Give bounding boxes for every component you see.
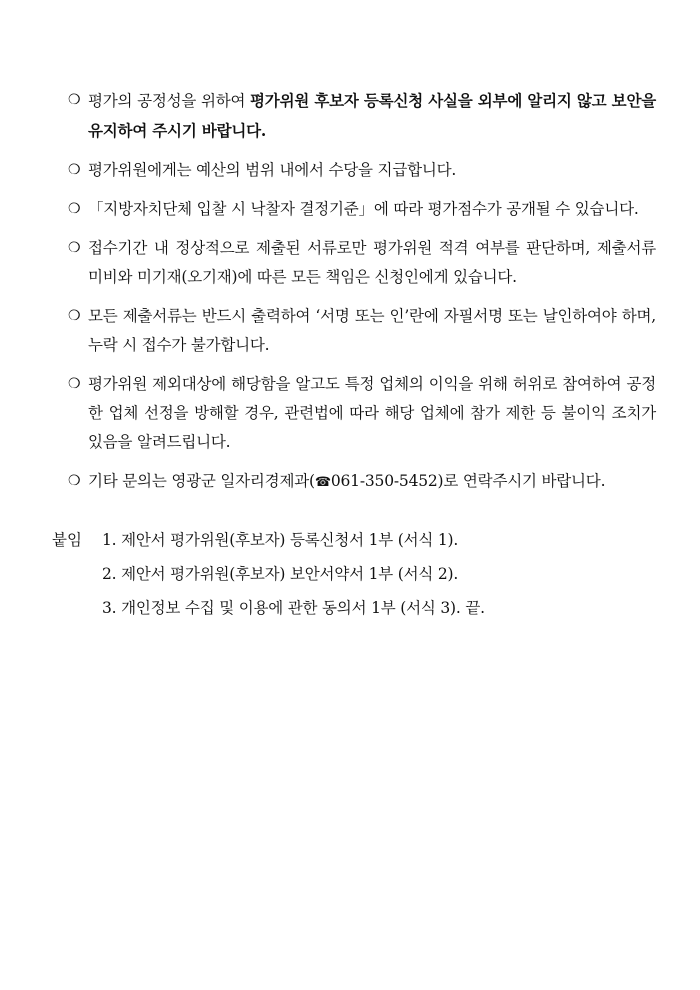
attachments-label-spacer xyxy=(52,559,102,589)
notice-item-penalty xyxy=(68,370,656,457)
attachment-row xyxy=(52,593,652,623)
circle-bullet-icon: ❍ xyxy=(68,92,81,108)
notice-item-score-disclosure xyxy=(68,195,656,224)
attachments-section xyxy=(52,525,652,627)
notice-item-allowance xyxy=(68,156,656,185)
notice-item-eligibility xyxy=(68,234,656,292)
contact-phone: 061-350-5452)로 연락주시기 바랍니다. xyxy=(330,472,606,490)
notice-text: 접수기간 내 정상적으로 제출된 서류로만 평가위원 적격 여부를 판단하며, 제출서류 미비와 미기재(오기재)에 따른 모든 책임은 신청인에게 있습니다. xyxy=(88,239,656,286)
circle-bullet-icon: ❍ xyxy=(68,376,81,392)
circle-bullet-icon: ❍ xyxy=(68,201,81,217)
attachment-row xyxy=(52,525,652,555)
attachment-item: 1. 제안서 평가위원(후보자) 등록신청서 1부 (서식 1). xyxy=(102,531,459,549)
circle-bullet-icon: ❍ xyxy=(68,162,81,178)
notice-emphasis: 평가위원 후보자 등록신청 사실을 외부에 알리지 않고 보안을 유지하여 주시기 바랍니다. xyxy=(88,91,656,140)
attachments-label: 붙임 xyxy=(52,531,82,549)
phone-icon: ☎ xyxy=(314,475,331,490)
circle-bullet-icon: ❍ xyxy=(68,240,81,256)
notice-item-confidentiality xyxy=(68,86,656,146)
notice-text: 「지방자치단체 입찰 시 낙찰자 결정기준」에 따라 평가점수가 공개될 수 있습니다. xyxy=(88,200,639,218)
notice-item-contact xyxy=(68,467,656,497)
attachments-label-spacer xyxy=(52,593,102,623)
notice-text: 평가의 공정성을 위하여 xyxy=(88,92,251,110)
notice-text: 모든 제출서류는 반드시 출력하여 ‘서명 또는 인’란에 자필서명 또는 날인하여야 하며, 누락 시 접수가 불가합니다. xyxy=(88,307,656,354)
notice-text: 평가위원 제외대상에 해당함을 알고도 특정 업체의 이익을 위해 허위로 참여하여 공정한 업체 선정을 방해할 경우, 관련법에 따라 해당 업체에 참가 제한 등 불이익 조치가 있음을 알려드립니다. xyxy=(88,375,656,451)
notice-item-signature xyxy=(68,302,656,360)
notice-list xyxy=(68,86,656,507)
attachment-item: 3. 개인정보 수집 및 이용에 관한 동의서 1부 (서식 3). 끝. xyxy=(102,599,485,617)
attachment-row xyxy=(52,559,652,589)
circle-bullet-icon: ❍ xyxy=(68,308,81,324)
notice-text: 평가위원에게는 예산의 범위 내에서 수당을 지급합니다. xyxy=(88,161,457,179)
circle-bullet-icon: ❍ xyxy=(68,473,81,489)
notice-text: 기타 문의는 영광군 일자리경제과( xyxy=(88,472,315,490)
attachment-item: 2. 제안서 평가위원(후보자) 보안서약서 1부 (서식 2). xyxy=(102,565,459,583)
